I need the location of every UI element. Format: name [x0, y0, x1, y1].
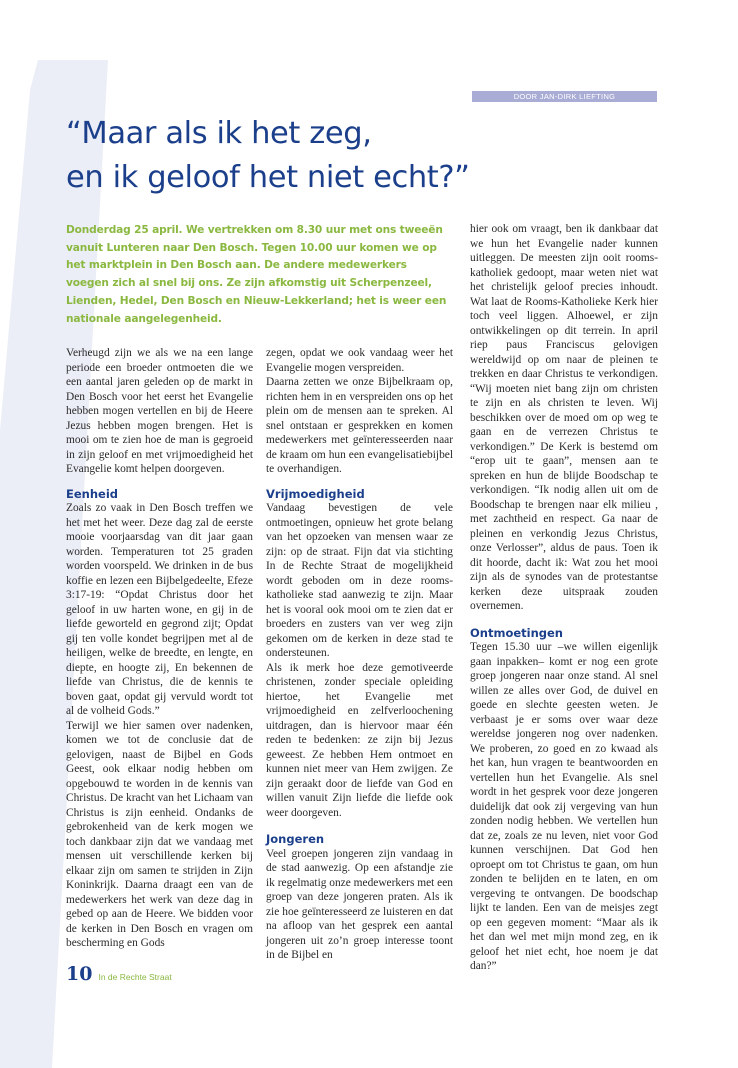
paragraph: zegen, opdat we ook vandaag weer het Evangelie mogen verspreiden. — [266, 347, 453, 374]
section-heading-vrijmoedigheid: Vrijmoedigheid — [266, 486, 365, 501]
section-heading-jongeren: Jongeren — [266, 832, 325, 846]
intro-paragraph: Donderdag 25 april. We vertrekken om 8.30 uur met ons tweeën vanuit Lunteren naar Den Bosch. Tegen 10.00 uur komen we op het marktplein in Den Bosch aan. De andere medewerkers voegen zich al snel bij ons. Ze zijn afkomstig uit Scherpenzeel, Lienden, Hedel, Den Bosch en Nieuw-Lekkerland; het is weer een nationale aangelegenheid. — [66, 224, 447, 325]
title-line-2: en ik geloof het niet echt?” — [66, 160, 470, 195]
column-1 — [66, 346, 253, 951]
paragraph: Daarna zetten we onze Bijbelkraam op, richten hem in en verspreiden ons op het plein om de mensen aan te spreken. Al snel ontstaan er gesprekken en komen medewerkers met geïnteresseerden naar de kraam om hun een evangelisatiebijbel te overhandigen. — [266, 376, 453, 475]
column-3 — [470, 222, 658, 974]
section-heading-ontmoetingen: Ontmoetingen — [470, 625, 563, 640]
paragraph: Zoals zo vaak in Den Bosch treffen we het met het weer. Deze dag zal de eerste mooie voorjaarsdag van dit jaar gaan worden. Temperaturen tot 25 graden worden voorspeld. We drinken in de bus koffie en lezen een Bijbelgedeelte, Efeze 3:17-19: “Opdat Christus door het geloof in uw harten wone, en gij in de liefde geworteld en gegrond zijt; Opdat gij ten volle kondet begrijpen met al de heiligen, welke de breedte, en lengte, en diepte, en hoogte zij, En bekennen de liefde van Christus, die de kennis te boven gaat, opdat gij vervuld wordt tot al de volheid Gods.” — [66, 502, 253, 717]
paragraph: Verheugd zijn we als we na een lange periode een broeder ontmoeten die we een aantal jaren geleden op de markt in Den Bosch voor het eerst het Evangelie hebben mogen vertellen en bij de Heere Jezus hebben mogen brengen. Het is mooi om te zien hoe de man is gegroeid in zijn geloof en met vrijmoedigheid het Evangelie komt helpen doorgeven. — [66, 347, 253, 475]
title-line-1: “Maar als ik het zeg, — [66, 116, 372, 151]
paragraph: Als ik merk hoe deze gemotiveerde christenen, zonder speciale opleiding hiertoe, het Evangelie met vrijmoedigheid en zelfverloochening uitdragen, dan is hiervoor maar één reden te bedenken: ze zijn bij Jezus geweest. Ze hebben Hem ontmoet en kunnen niet meer van Hem zwijgen. Ze zijn geraakt door de liefde van God en willen vanuit Zijn liefde die liefde ook weer doorgeven. — [266, 661, 453, 819]
page-footer — [66, 963, 172, 985]
article-title — [66, 112, 626, 200]
section-heading-eenheid: Eenheid — [66, 486, 119, 501]
paragraph: Tegen 15.30 uur –we willen eigenlijk gaan inpakken– komt er nog een grote groep jongeren naar onze stand. Al snel willen ze alles over God, de duivel en goede en slechte geesten weten. Je verbaast je er soms over waar deze wereldse jongeren nog over nadenken. We proberen, zo goed en zo kwaad als het kan, hun vragen te beantwoorden en vertellen hun het Evangelie. Als snel wordt in het gesprek voor deze jongeren duidelijk dat ook zij vergeving van hun zonden nodig hebben. We vertellen hun dat ze, zoals ze nu leven, niet voor God kunnen verschijnen. Dat God hen oproept om tot Christus te gaan, om hun zonden te belijden en te laten, en om vergeving te ontvangen. De boodschap lijkt te landen. Een van de meisjes zegt op een gegeven moment: “Maar als ik het dan wel met mijn mond zeg, en ik geloof het niet echt, hoe noem je dat dan?” — [470, 641, 658, 972]
paragraph: hier ook om vraagt, ben ik dankbaar dat we hun het Evangelie nader kunnen uitleggen. De meesten zijn ooit rooms-katholiek gedoopt, maar weten niet wat het christelijk geloof precies inhoudt. Wat laat de Rooms-Katholieke Kerk hier toch veel liggen. Alhoewel, er zijn ontwikkelingen op dit terrein. In april riep paus Franciscus gelovigen wereldwijd op om naar de pleinen te trekken en daar Christus te verkondigen. “Wij moeten niet bang zijn om christen te zijn en als christen te leven. Wij beschikken over de moed om op weg te gaan en de verrezen Christus te verkondigen.” De Kerk is bestemd om “erop uit te gaan”, mensen aan te spreken en hun de blijde Boodschap te verkondigen. “Ik nodig allen uit om de Boodschap te brengen naar elk milieu , met zachtheid en respect. Ga naar de pleinen en verkondig Jezus Christus, onze Verlosser”, aldus de paus. Toen ik dit hoorde, dacht ik: Wat zou het mooi zijn als de synodes van de protestantse kerken deze uitspraak zouden overnemen. — [470, 223, 658, 612]
paragraph: Terwijl we hier samen over nadenken, komen we tot de conclusie dat de gelovigen, naast de Bijbel en Gods Geest, ook elkaar nodig hebben om opgebouwd te worden in de kennis van Christus. De kracht van het Lichaam van Christus is zijn eenheid. Ondanks de gebrokenheid van de kerk mogen we toch dankbaar zijn dat we vandaag met mensen uit verschillende kerken bij elkaar zijn om samen te strijden in Zijn Koninkrijk. Daarna draagt een van de medewerkers het werk van deze dag in gebed op aan de Heere. We bidden voor de kerken in Den Bosch en vragen om bescherming en Gods — [66, 719, 253, 949]
column-2 — [266, 346, 453, 963]
magazine-name: In de Rechte Straat — [98, 972, 172, 982]
paragraph: Vandaag bevestigen de vele ontmoetingen, opnieuw het grote belang van het opzoeken van mensen waar ze zijn: op de straat. Fijn dat via stichting In de Rechte Straat de mogelijkheid wordt geboden om in deze rooms-katholieke stad aanwezig te zijn. Maar het is vooral ook mooi om te zien dat er broeders en zusters van ver weg zijn gekomen om de kerken in deze stad te ondersteunen. — [266, 502, 453, 659]
author-byline: DOOR JAN-DIRK LIEFTING — [472, 91, 657, 102]
paragraph: Veel groepen jongeren zijn vandaag in de stad aanwezig. Op een afstandje zie ik regelmatig onze medewerkers met een groep van deze jongeren praten. Als ik zie hoe geïnteresseerd ze luisteren en dat na afloop van het gesprek een aantal jongeren uit zo’n groep interesse toont in de Bijbel en — [266, 847, 453, 961]
page-number: 10 — [66, 963, 93, 985]
